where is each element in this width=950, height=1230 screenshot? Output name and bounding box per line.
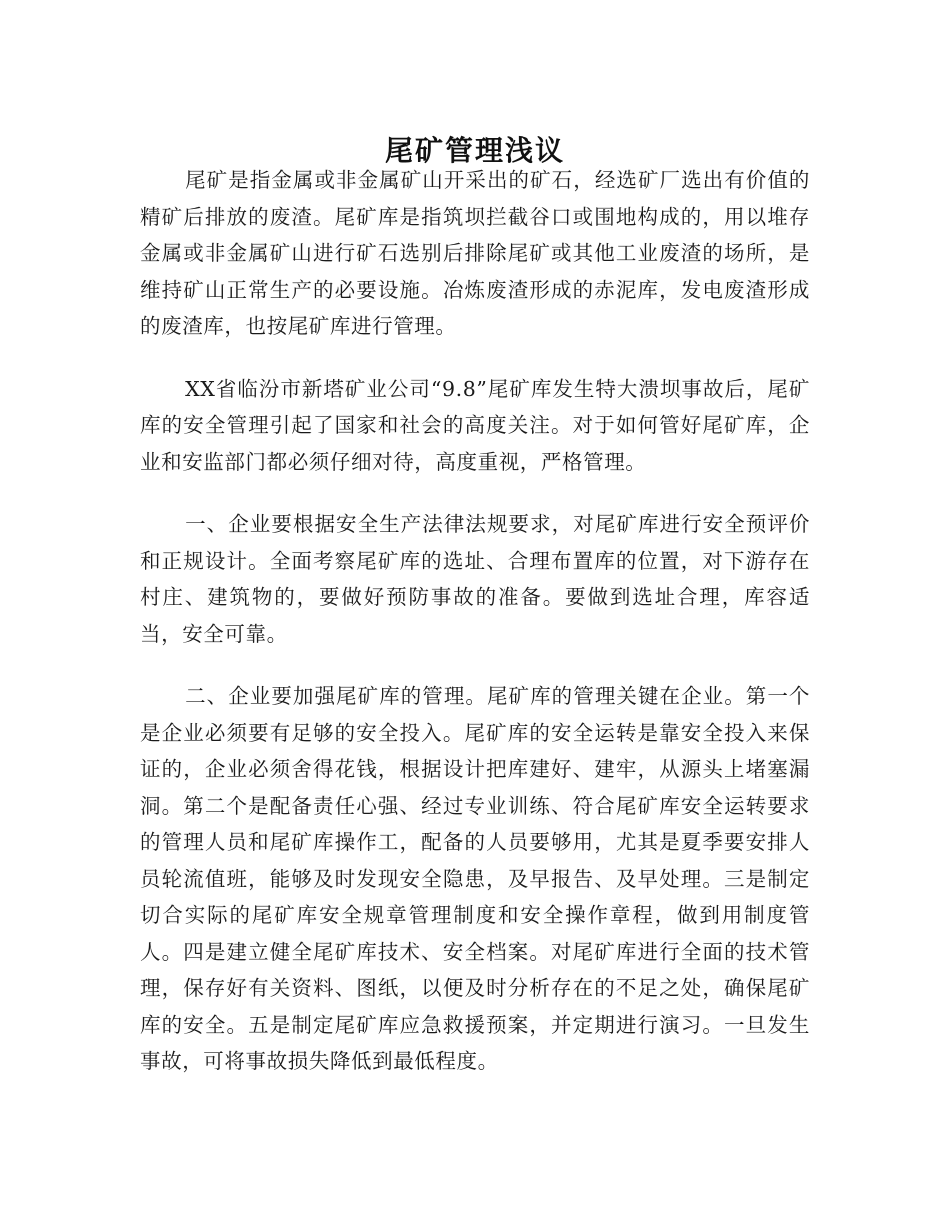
paragraph-intro: 尾矿是指金属或非金属矿山开采出的矿石，经选矿厂选出有价值的精矿后排放的废渣。尾矿库是指筑坝拦截谷口或围地构成的，用以堆存金属或非金属矿山进行矿石选别后排除尾矿或其他工业废渣的场所，是维持矿山正常生产的必要设施。冶炼废渣形成的赤泥库，发电废渣形成的废渣库，也按尾矿库进行管理。 xyxy=(140,168,810,338)
paragraph-incident: XX省临汾市新塔矿业公司“9.8”尾矿库发生特大溃坝事故后，尾矿库的安全管理引起了国家和社会的高度关注。对于如何管好尾矿库，企业和安监部门都必须仔细对待，高度重视，严格管理。 xyxy=(140,376,810,474)
paragraph-point-two: 二、企业要加强尾矿库的管理。尾矿库的管理关键在企业。第一个是企业必须要有足够的安全投入。尾矿库的安全运转是靠安全投入来保证的，企业必须舍得花钱，根据设计把库建好、建牢，从源头上堵塞漏洞。第二个是配备责任心强、经过专业训练、符合尾矿库安全运转要求的管理人员和尾矿库操作工，配备的人员要够用，尤其是夏季要安排人员轮流值班，能够及时发现安全隐患，及早报告、及早处理。三是制定切合实际的尾矿库安全规章管理制度和安全操作章程，做到用制度管人。四是建立健全尾矿库技术、安全档案。对尾矿库进行全面的技术管理，保存好有关资料、图纸，以便及时分析存在的不足之处，确保尾矿库的安全。五是制定尾矿库应急救援预案，并定期进行演习。一旦发生事故，可将事故损失降低到最低程度。 xyxy=(140,684,810,1073)
paragraph-point-one: 一、企业要根据安全生产法律法规要求，对尾矿库进行安全预评价和正规设计。全面考察尾矿库的选址、合理布置库的位置，对下游存在村庄、建筑物的，要做好预防事故的准备。要做到选址合理，库容适当，安全可靠。 xyxy=(140,512,810,646)
document-title: 尾矿管理浅议 xyxy=(384,133,565,167)
document-body xyxy=(140,162,810,1106)
